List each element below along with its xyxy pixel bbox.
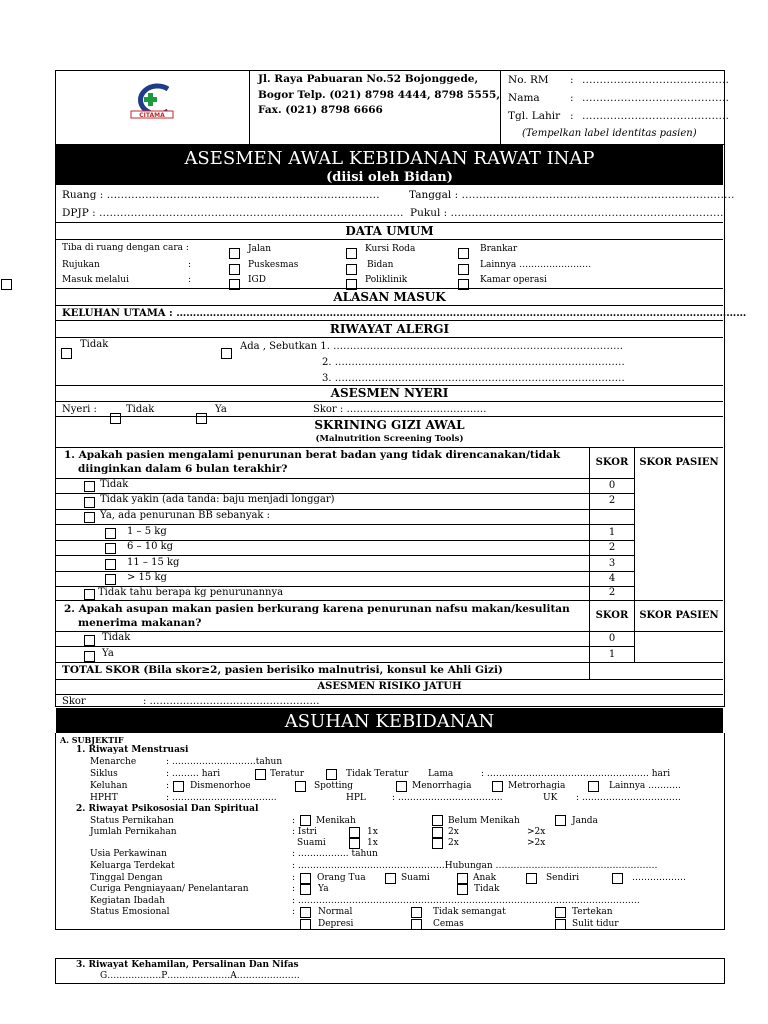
menorrhagia-label: Menorrhagia: [412, 781, 472, 791]
colon: :: [188, 260, 192, 270]
gizi-subtitle: (Malnutrition Screening Tools): [315, 434, 464, 444]
q1-option-score: 0: [608, 480, 616, 491]
siklus-field[interactable]: : ……… hari: [166, 769, 221, 779]
form-subtitle: (diisi oleh Bidan): [326, 170, 453, 185]
patient-label-note: (Tempelkan label identitas pasien): [522, 128, 697, 139]
normal-checkbox[interactable]: [300, 907, 311, 918]
masuk-label: Masuk melalui: [62, 275, 129, 285]
q1-option-score: 2: [608, 587, 616, 598]
nyeri-label: Nyeri :: [62, 404, 97, 415]
tertekan-checkbox[interactable]: [555, 907, 566, 918]
riwayat-kehamilan-title: 3. Riwayat Kehamilan, Persalinan Dan Nifas: [76, 960, 299, 970]
jalan-label: Jalan: [248, 244, 272, 254]
puskesmas-checkbox[interactable]: [229, 264, 240, 275]
tgl-lahir-field[interactable]: ……………………………………: [582, 110, 729, 122]
depresi-checkbox[interactable]: [300, 919, 311, 930]
q1-option-score: 4: [608, 573, 616, 584]
menarche-field[interactable]: : ……………………….tahun: [166, 757, 283, 767]
cemas-label: Cemas: [433, 919, 464, 929]
q1-1-5kg-checkbox[interactable]: [105, 528, 116, 539]
colon: :: [292, 907, 296, 917]
istri-1x-checkbox[interactable]: [349, 827, 360, 838]
teratur-label: Teratur: [270, 769, 305, 779]
suami-label: Suami: [297, 838, 326, 848]
q1-option-label: Tidak: [100, 479, 129, 490]
tinggal-suami-label: Suami: [401, 873, 430, 883]
status-emosional-label: Status Emosional: [90, 907, 170, 917]
kursi-roda-checkbox[interactable]: [346, 248, 357, 259]
alergi-2-field[interactable]: 2. ……………………………………………………………………………: [322, 357, 625, 368]
anak-checkbox[interactable]: [457, 873, 468, 884]
uk-field[interactable]: : ……………………………: [576, 793, 681, 803]
q1-option-label: Ya, ada penurunan BB sebanyak :: [100, 510, 271, 521]
jumlah-pernikahan-label: Jumlah Pernikahan: [90, 827, 177, 837]
tertekan-label: Tertekan: [572, 907, 613, 917]
curiga-label: Curiga Pengniayaan/ Penelantaran: [90, 884, 249, 894]
tanggal-field[interactable]: Tanggal : ……………………………………………………………………: [409, 189, 735, 201]
nyeri-tidak-label: Tidak: [126, 404, 155, 415]
alergi-ada-checkbox[interactable]: [221, 348, 232, 359]
curiga-ya-label: Ya: [318, 884, 329, 894]
form-title: ASESMEN AWAL KEBIDANAN RAWAT INAP: [184, 148, 595, 169]
total-skor-label: TOTAL SKOR (Bila skor≥2, pasien berisiko malnutrisi, konsul ke Ahli Gizi): [62, 664, 503, 676]
depresi-label: Depresi: [318, 919, 354, 929]
istri-2x-label: 2x: [448, 827, 459, 837]
anak-label: Anak: [473, 873, 497, 883]
usia-perkawinan-label: Usia Perkawinan: [90, 849, 167, 859]
lama-field[interactable]: : ……………………………………………… hari: [481, 769, 671, 779]
q1-option-score: 2: [608, 495, 616, 506]
q1-option-label: Tidak tahu berapa kg penurunannya: [98, 587, 284, 598]
alergi-ada-field[interactable]: Ada , Sebutkan 1. ……………………………………………………………………………: [240, 341, 624, 352]
riwayat-menstruasi-title: 1. Riwayat Menstruasi: [76, 745, 189, 755]
q1-option-score: 3: [608, 558, 616, 569]
q1-option-label: Tidak yakin (ada tanda: baju menjadi longgar): [100, 494, 335, 505]
lainnya-checkbox[interactable]: [458, 264, 469, 275]
orang-tua-checkbox[interactable]: [300, 873, 311, 884]
q2-option-score: 1: [608, 649, 616, 660]
istri-2x-checkbox[interactable]: [432, 827, 443, 838]
suami-gt2-label: >2x: [527, 838, 546, 848]
tidak-teratur-label: Tidak Teratur: [346, 769, 409, 779]
colon: :: [292, 816, 296, 826]
kegiatan-ibadah-label: Kegiatan Ibadah: [90, 896, 166, 906]
cemas-checkbox[interactable]: [411, 919, 422, 930]
keluhan-utama-field[interactable]: KELUHAN UTAMA : ………………………………………………………………………………………………………………………………………………………: [62, 308, 747, 319]
brankar-checkbox[interactable]: [458, 248, 469, 259]
sulit-tidur-label: Sulit tidur: [572, 919, 619, 929]
menikah-label: Menikah: [316, 816, 356, 826]
kegiatan-ibadah-field[interactable]: : ……………………………………………………………………………………………………: [292, 896, 640, 906]
nama-field[interactable]: ……………………………………: [582, 92, 729, 104]
pukul-field[interactable]: Pukul : ……………………………………………………………………: [410, 207, 724, 219]
q2-tidak-checkbox[interactable]: [84, 635, 95, 646]
keluhan-label: Keluhan: [90, 781, 128, 791]
colon: :: [570, 92, 574, 104]
nyeri-ya-label: Ya: [215, 404, 227, 415]
risiko-skor-field[interactable]: : ……………………………………………: [143, 696, 320, 707]
spotting-label: Spotting: [314, 781, 354, 791]
q1-option-label: 6 – 10 kg: [127, 541, 174, 552]
q1-option-score: 2: [608, 542, 616, 553]
jalan-checkbox[interactable]: [229, 248, 240, 259]
menikah-checkbox[interactable]: [300, 815, 311, 826]
poliklinik-label: Poliklinik: [365, 275, 408, 285]
metrorhagia-label: Metrorhagia: [508, 781, 566, 791]
q2-option-label: Ya: [102, 648, 114, 659]
q1-option-label: > 15 kg: [127, 572, 167, 583]
igd-label: IGD: [248, 275, 266, 285]
spotting-checkbox[interactable]: [295, 781, 306, 792]
metrorhagia-checkbox[interactable]: [492, 781, 503, 792]
tinggal-dengan-label: Tinggal Dengan: [90, 873, 163, 883]
hospital-address-1: Jl. Raya Pabuaran No.52 Bojonggede,: [258, 73, 479, 85]
gpa-field[interactable]: G………………P…………………A…………………: [100, 971, 300, 981]
margin-checkbox[interactable]: [1, 279, 12, 290]
janda-checkbox[interactable]: [555, 815, 566, 826]
gizi-title: SKRINING GIZI AWAL: [314, 418, 465, 432]
riwayat-psikososial-title: 2. Riwayat Psikososial Dan Spiritual: [76, 804, 259, 814]
alergi-tidak-checkbox[interactable]: [61, 348, 72, 359]
status-pernikahan-label: Status Pernikahan: [90, 816, 174, 826]
sendiri-label: Sendiri: [546, 873, 580, 883]
suami-2x-checkbox[interactable]: [432, 838, 443, 849]
belum-menikah-label: Belum Menikah: [448, 816, 520, 826]
menorrhagia-checkbox[interactable]: [396, 781, 407, 792]
janda-label: Janda: [572, 816, 598, 826]
risiko-jatuh-title: ASESMEN RISIKO JATUH: [317, 681, 462, 692]
logo-text: CITAMA: [139, 112, 165, 119]
suami-2x-label: 2x: [448, 838, 459, 848]
q1-option-label: 11 – 15 kg: [127, 557, 180, 568]
sulit-tidur-checkbox[interactable]: [555, 919, 566, 930]
bidan-checkbox[interactable]: [346, 264, 357, 275]
curiga-ya-checkbox[interactable]: [300, 884, 311, 895]
hpht-label: HPHT: [90, 793, 118, 803]
kursi-roda-label: Kursi Roda: [365, 244, 416, 254]
istri-gt2-label: >2x: [527, 827, 546, 837]
colon: :: [570, 74, 574, 86]
skor-header: SKOR: [595, 457, 629, 468]
data-umum-title: DATA UMUM: [345, 224, 434, 238]
hpl-field[interactable]: : ……………………………..: [392, 793, 503, 803]
lainnya-menstruasi-field[interactable]: Lainnya ………..: [609, 781, 681, 791]
colon: :: [188, 275, 192, 285]
skor-pasien-header: SKOR PASIEN: [639, 457, 719, 468]
no-rm-label: No. RM: [508, 74, 549, 86]
tidak-teratur-checkbox[interactable]: [326, 769, 337, 780]
asuhan-title: ASUHAN KEBIDANAN: [284, 711, 495, 732]
q1-tidak-yakin-checkbox[interactable]: [84, 497, 95, 508]
tgl-lahir-label: Tgl. Lahir: [508, 110, 561, 122]
teratur-checkbox[interactable]: [255, 769, 266, 780]
no-rm-field[interactable]: ……………………………………: [582, 74, 729, 86]
q1-option-label: 1 – 5 kg: [127, 526, 167, 537]
gizi-q1-line1: 1. Apakah pasien mengalami penurunan berat badan yang tidak direncanakan/tidak: [64, 449, 561, 461]
riwayat-alergi-title: RIWAYAT ALERGI: [329, 322, 450, 336]
q1-option-score: 1: [608, 527, 616, 538]
nyeri-skor-field[interactable]: Skor : ……………………………………: [313, 404, 487, 415]
lama-label: Lama: [428, 769, 454, 779]
title-band: [56, 144, 723, 185]
istri-1x-label: 1x: [367, 827, 378, 837]
dismenorhoe-label: Dismenorhoe: [190, 781, 251, 791]
hpht-field[interactable]: : ……………………………..: [166, 793, 277, 803]
tidak-semangat-label: Tidak semangat: [433, 907, 506, 917]
colon: :: [166, 781, 170, 791]
tinggal-lainnya-field[interactable]: ………………: [632, 873, 686, 883]
tidak-semangat-checkbox[interactable]: [411, 907, 422, 918]
usia-perkawinan-field[interactable]: : …………….. tahun: [292, 849, 378, 859]
gizi-q2-line1: 2. Apakah asupan makan pasien berkurang karena penurunan nafsu makan/kesulitan: [64, 603, 570, 615]
hospital-address-2: Bogor Telp. (021) 8798 4444, 8798 5555,: [258, 89, 501, 101]
skor-pasien-header-2: SKOR PASIEN: [639, 610, 719, 621]
siklus-label: Siklus: [90, 769, 118, 779]
menarche-label: Menarche: [90, 757, 137, 767]
sendiri-checkbox[interactable]: [526, 873, 537, 884]
hospital-address-3: Fax. (021) 8798 6666: [258, 104, 383, 116]
skor-header-2: SKOR: [595, 610, 629, 621]
rujukan-label: Rujukan: [62, 260, 100, 270]
q1-tidak-checkbox[interactable]: [84, 481, 95, 492]
normal-label: Normal: [318, 907, 353, 917]
gizi-q1-line2: diinginkan dalam 6 bulan terakhir?: [78, 463, 288, 475]
q1-11-15kg-checkbox[interactable]: [105, 559, 116, 570]
alergi-3-field[interactable]: 3. ……………………………………………………………………………: [322, 373, 625, 384]
puskesmas-label: Puskesmas: [248, 260, 299, 270]
risiko-skor-label: Skor: [62, 696, 86, 707]
q1-tidak-tahu-checkbox[interactable]: [84, 589, 95, 600]
ruang-field[interactable]: Ruang : ……………………………………………………………………: [62, 189, 380, 201]
subjektif-label: A. SUBJEKTIF: [60, 735, 124, 745]
bidan-label: Bidan: [367, 260, 394, 270]
nama-label: Nama: [508, 92, 540, 104]
uk-label: UK: [543, 793, 558, 803]
dismenorhoe-checkbox[interactable]: [173, 781, 184, 792]
dpjp-field[interactable]: DPJP : ……………………………………………………………………………: [62, 207, 404, 219]
hospital-logo: [128, 83, 176, 119]
hpl-label: HPL: [346, 793, 366, 803]
alergi-tidak-label: Tidak: [80, 339, 109, 350]
tinggal-suami-checkbox[interactable]: [385, 873, 396, 884]
belum-menikah-checkbox[interactable]: [432, 815, 443, 826]
lainnya-label: Lainnya ……………………: [480, 260, 592, 270]
tiba-label: Tiba di ruang dengan cara :: [62, 243, 189, 253]
suami-1x-label: 1x: [367, 838, 378, 848]
gizi-q2-line2: menerima makanan?: [78, 617, 202, 629]
colon: :: [292, 884, 296, 894]
tinggal-lainnya-checkbox[interactable]: [612, 873, 623, 884]
keluarga-terdekat-field[interactable]: : ………………………………………….Hubungan ………………………………………………: [292, 861, 658, 871]
kamar-operasi-label: Kamar operasi: [480, 275, 547, 285]
q2-ya-checkbox[interactable]: [84, 651, 95, 662]
q1-6-10kg-checkbox[interactable]: [105, 543, 116, 554]
suami-1x-checkbox[interactable]: [349, 838, 360, 849]
colon: :: [292, 873, 296, 883]
istri-label: : Istri: [292, 827, 317, 837]
curiga-tidak-checkbox[interactable]: [457, 884, 468, 895]
keluarga-terdekat-label: Keluarga Terdekat: [90, 861, 175, 871]
asuhan-band: [56, 708, 723, 733]
q1-gt15kg-checkbox[interactable]: [105, 574, 116, 585]
colon: :: [570, 110, 574, 122]
lainnya-menstruasi-checkbox[interactable]: [588, 781, 599, 792]
brankar-label: Brankar: [480, 244, 518, 254]
q1-ya-checkbox[interactable]: [84, 512, 95, 523]
orang-tua-label: Orang Tua: [317, 873, 366, 883]
alasan-masuk-title: ALASAN MASUK: [333, 290, 446, 304]
curiga-tidak-label: Tidak: [474, 884, 500, 894]
q2-option-label: Tidak: [102, 632, 131, 643]
q2-option-score: 0: [608, 633, 616, 644]
asesmen-nyeri-title: ASESMEN NYERI: [330, 386, 449, 400]
